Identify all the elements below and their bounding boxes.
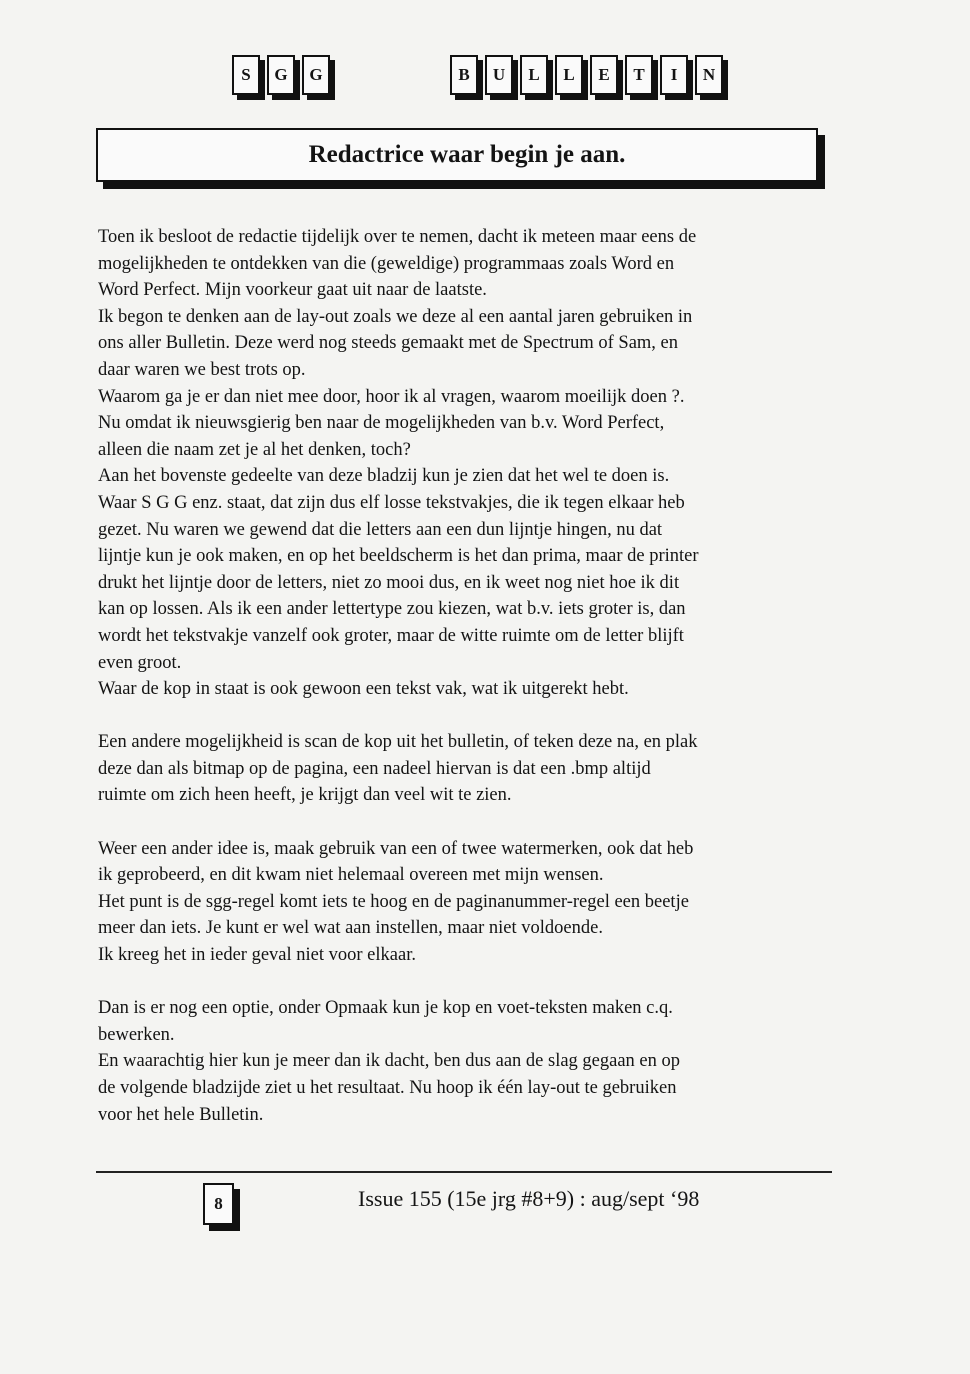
title-box <box>96 128 818 182</box>
text-line: drukt het lijntje door de letters, niet zo mooi dus, en ik weet nog niet hoe ik dit <box>98 572 680 593</box>
paragraph-gap <box>98 703 834 730</box>
masthead-letter-box: E <box>590 55 618 95</box>
text-line: mogelijkheden te ontdekken van die (geweldige) programmaas zoals Word en <box>98 253 675 274</box>
text-line: lijntje kun je ook maken, en op het beeldscherm is het dan prima, maar de printer <box>98 546 699 567</box>
masthead-group-sgg <box>232 55 330 95</box>
text-line: Ik begon te denken aan de lay-out zoals we deze al een aantal jaren gebruiken in <box>98 306 693 327</box>
page-number-box <box>203 1183 234 1225</box>
text-line: meer dan iets. Je kunt er wel wat aan instellen, maar niet voldoende. <box>98 918 603 939</box>
text-line: Nu omdat ik nieuwsgierig ben naar de mogelijkheden van b.v. Word Perfect, <box>98 413 665 434</box>
text-line: Weer een ander idee is, maak gebruik van een of twee watermerken, ook dat heb <box>98 838 694 859</box>
page-title: Redactrice waar begin je aan. <box>308 141 626 168</box>
text-line: Toen ik besloot de redactie tijdelijk over te nemen, dacht ik meteen maar eens de <box>98 227 697 247</box>
text-line: Ik kreeg het in ieder geval niet voor elkaar. <box>98 945 416 966</box>
masthead <box>232 55 772 105</box>
paragraph-gap <box>98 809 834 836</box>
text-line: bewerken. <box>98 1024 175 1045</box>
text-line: Word Perfect. Mijn voorkeur gaat uit naar de laatste. <box>98 280 487 301</box>
text-line: Een andere mogelijkheid is scan de kop uit het bulletin, of teken deze na, en plak <box>98 732 698 753</box>
text-line: Waar de kop in staat is ook gewoon een tekst vak, wat ik uitgerekt hebt. <box>98 679 629 700</box>
text-line: alleen die naam zet je al het denken, toch? <box>98 439 411 460</box>
text-line: Dan is er nog een optie, onder Opmaak kun je kop en voet-teksten maken c.q. <box>98 998 673 1019</box>
article-body <box>98 224 834 1128</box>
text-line: Aan het bovenste gedeelte van deze bladzij kun je zien dat het wel te doen is. <box>98 466 670 487</box>
masthead-group-bulletin <box>450 55 723 95</box>
text-line: deze dan als bitmap op de pagina, een nadeel hiervan is dat een .bmp altijd <box>98 758 651 779</box>
masthead-letter-box: B <box>450 55 478 95</box>
text-line: daar waren we best trots op. <box>98 359 306 380</box>
page-number: 8 <box>214 1194 223 1213</box>
masthead-letter-box: N <box>695 55 723 95</box>
text-line: kan op lossen. Als ik een ander lettertype zou kiezen, wat b.v. iets groter is, dan <box>98 599 686 620</box>
masthead-letter-box: I <box>660 55 688 95</box>
text-line: ruimte om zich heen heeft, je krijgt dan veel wit te zien. <box>98 785 512 806</box>
text-line: gezet. Nu waren we gewend dat die letters aan een dun lijntje hingen, nu dat <box>98 519 663 540</box>
text-line: ons aller Bulletin. Deze werd nog steeds gemaakt met de Spectrum of Sam, en <box>98 333 679 354</box>
text-line: Waarom ga je er dan niet mee door, hoor ik al vragen, waarom moeilijk doen ?. <box>98 386 685 407</box>
issue-line: Issue 155 (15e jrg #8+9) : aug/sept ‘98 <box>358 1186 700 1211</box>
masthead-letter-box: T <box>625 55 653 95</box>
masthead-letter-box: U <box>485 55 513 95</box>
paragraph-gap <box>98 969 834 996</box>
text-line: ik geprobeerd, en dit kwam niet helemaal overeen met mijn wensen. <box>98 865 604 886</box>
masthead-letter-box: L <box>555 55 583 95</box>
text-line: de volgende bladzijde ziet u het resultaat. Nu hoop ik één lay-out te gebruiken <box>98 1078 677 1098</box>
text-line: wordt het tekstvakje vanzelf ook groter, maar de witte ruimte om de letter blijft <box>98 625 684 646</box>
masthead-letter-box: L <box>520 55 548 95</box>
text-line: Het punt is de sgg-regel komt iets te hoog en de paginanummer-regel een beetje <box>98 891 689 912</box>
text-line: even groot. <box>98 652 182 673</box>
masthead-letter-box: G <box>267 55 295 95</box>
masthead-letter-box: S <box>232 55 260 95</box>
masthead-letter-box: G <box>302 55 330 95</box>
footer-rule <box>96 1171 832 1173</box>
text-line: Waar S G G enz. staat, dat zijn dus elf losse tekstvakjes, die ik tegen elkaar heb <box>98 492 685 513</box>
text-line: En waarachtig hier kun je meer dan ik dacht, ben dus aan de slag gegaan en op <box>98 1051 681 1072</box>
text-line: voor het hele Bulletin. <box>98 1104 264 1125</box>
